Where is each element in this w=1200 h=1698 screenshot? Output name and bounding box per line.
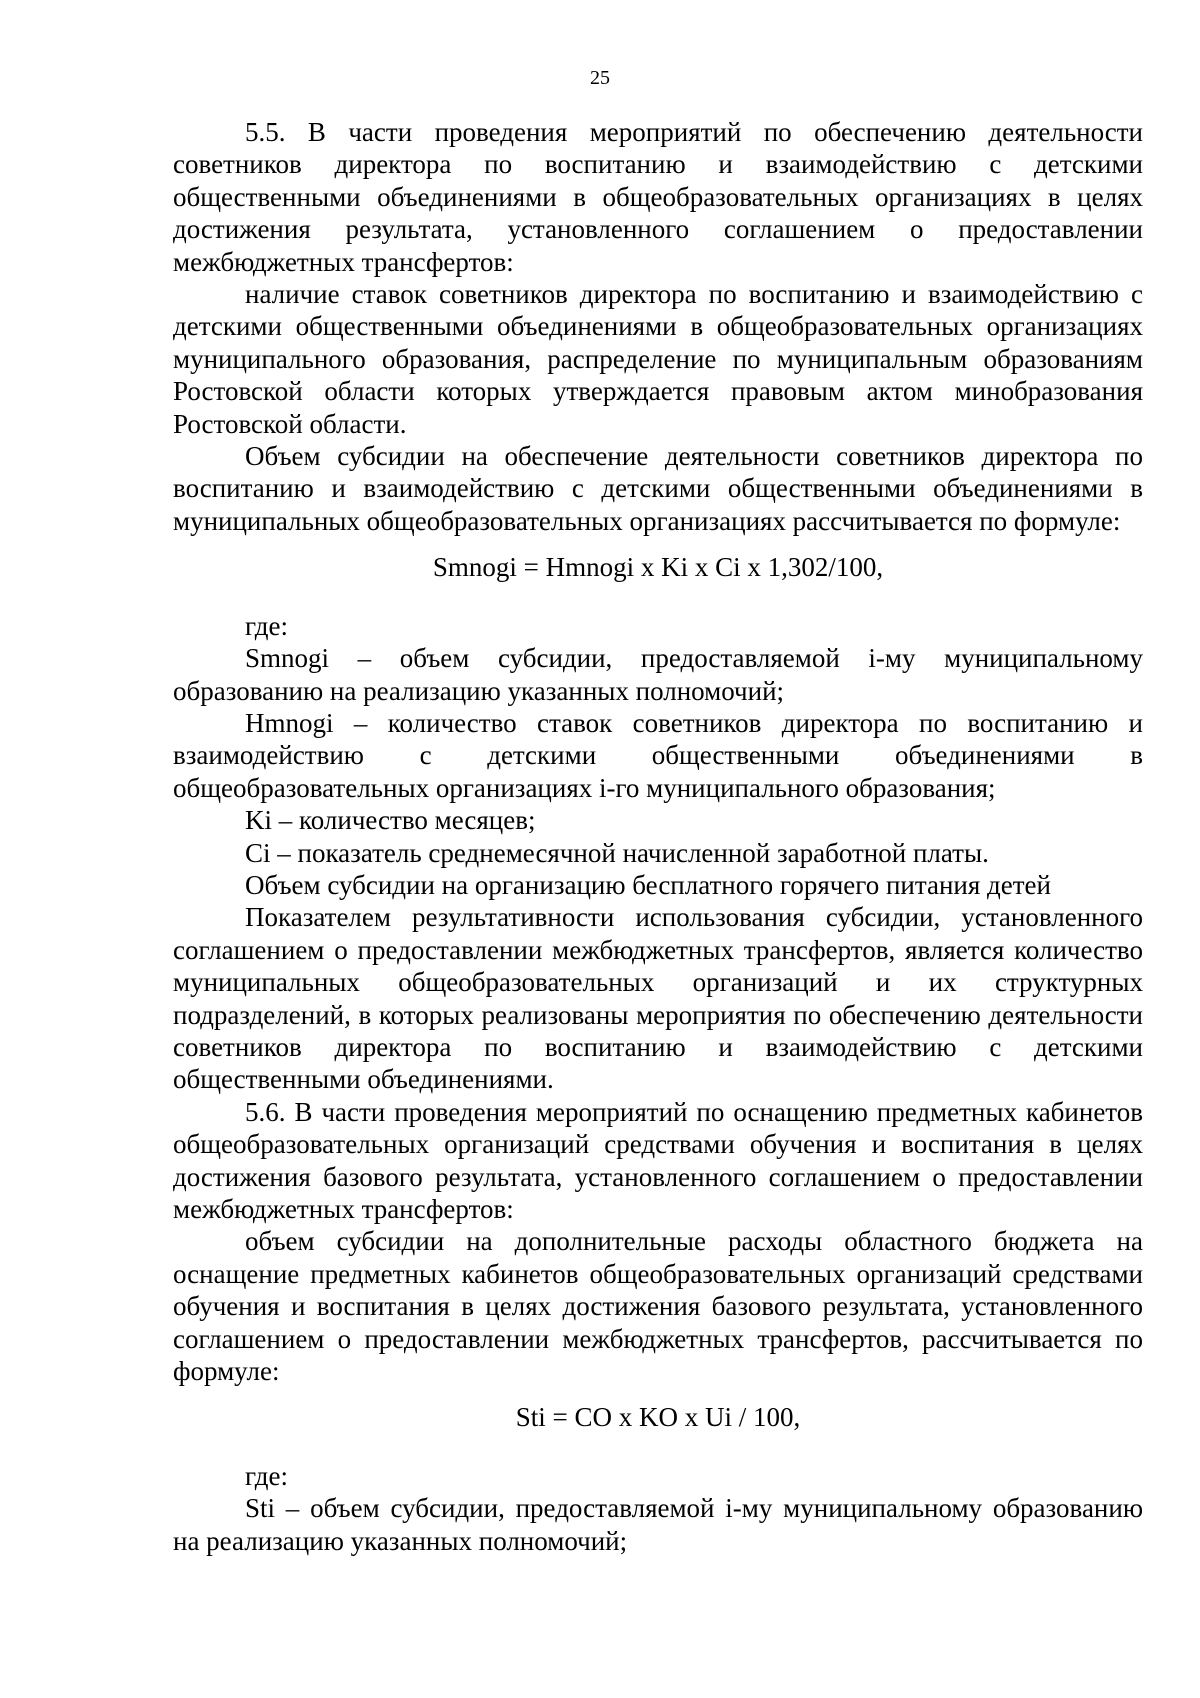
page-number: 25	[590, 67, 610, 89]
document-body	[173, 116, 1143, 1557]
paragraph-5-5: 5.5. В части проведения мероприятий по обеспечению деятельности советников директора по воспитанию и взаимодействию с детскими общественными объединениями в общеобразовательных организациях в целях достижения результата, установленного соглашением о предоставлении межбюджетных трансфертов:	[173, 117, 1143, 277]
definition-sti: Sti – объем субсидии, предоставляемой i-му муниципальному образованию на реализацию указанных полномочий;	[173, 1493, 1143, 1556]
paragraph-performance-indicator: Показателем результативности использования субсидии, установленного соглашением о предоставлении межбюджетных трансфертов, является количество муниципальных общеобразовательных организаций и их структурных подразделений, в которых реализованы мероприятия по обеспечению деятельности советников директора по воспитанию и взаимодействию с детскими общественными объединениями.	[173, 902, 1143, 1095]
paragraph-where-2: где:	[245, 1460, 288, 1491]
paragraph-5-6: 5.6. В части проведения мероприятий по оснащению предметных кабинетов общеобразовательных организаций средствами обучения и воспитания в целях достижения базового результата, установленного соглашением о предоставлении межбюджетных трансфертов:	[173, 1096, 1143, 1224]
paragraph-subsidy-volume: Объем субсидии на обеспечение деятельности советников директора по воспитанию и взаимодействию с детскими общественными объединениями в муниципальных общеобразовательных организациях рассчитывается по формуле:	[173, 441, 1143, 536]
definition-smnogi: Smnogi – объем субсидии, предоставляемой i-му муниципальному образованию на реализацию указанных полномочий;	[173, 643, 1143, 706]
formula-sti: Sti = CO x KO x Ui / 100,	[515, 1402, 801, 1433]
paragraph-where-1: где:	[245, 610, 288, 641]
paragraph-additional-expenses: объем субсидии на дополнительные расходы областного бюджета на оснащение предметных кабинетов общеобразовательных организаций средствами обучения и воспитания в целях достижения базового результата, установленного соглашением о предоставлении межбюджетных трансфертов, рассчитывается по формуле:	[173, 1226, 1143, 1387]
formula-smnogi: Smnogi = Hmnogi x Ki x Ci x 1,302/100,	[432, 552, 884, 583]
definition-hmnogi: Hmnogi – количество ставок советников директора по воспитанию и взаимодействию с детскими общественными объединениями в общеобразовательных организациях i-го муниципального образования;	[173, 707, 1143, 803]
definition-ki: Ki – количество месяцев;	[245, 805, 536, 836]
paragraph-stavki: наличие ставок советников директора по воспитанию и взаимодействию с детскими общественными объединениями в общеобразовательных организациях муниципального образования, распределение по муниципальным образованиям Ростовской области которых утверждается правовым актом минобразования Ростовской области.	[173, 279, 1143, 439]
definition-ci: Ci – показатель среднемесячной начисленной заработной платы.	[245, 837, 989, 868]
paragraph-hot-meals: Объем субсидии на организацию бесплатного горячего питания детей	[245, 869, 1051, 900]
